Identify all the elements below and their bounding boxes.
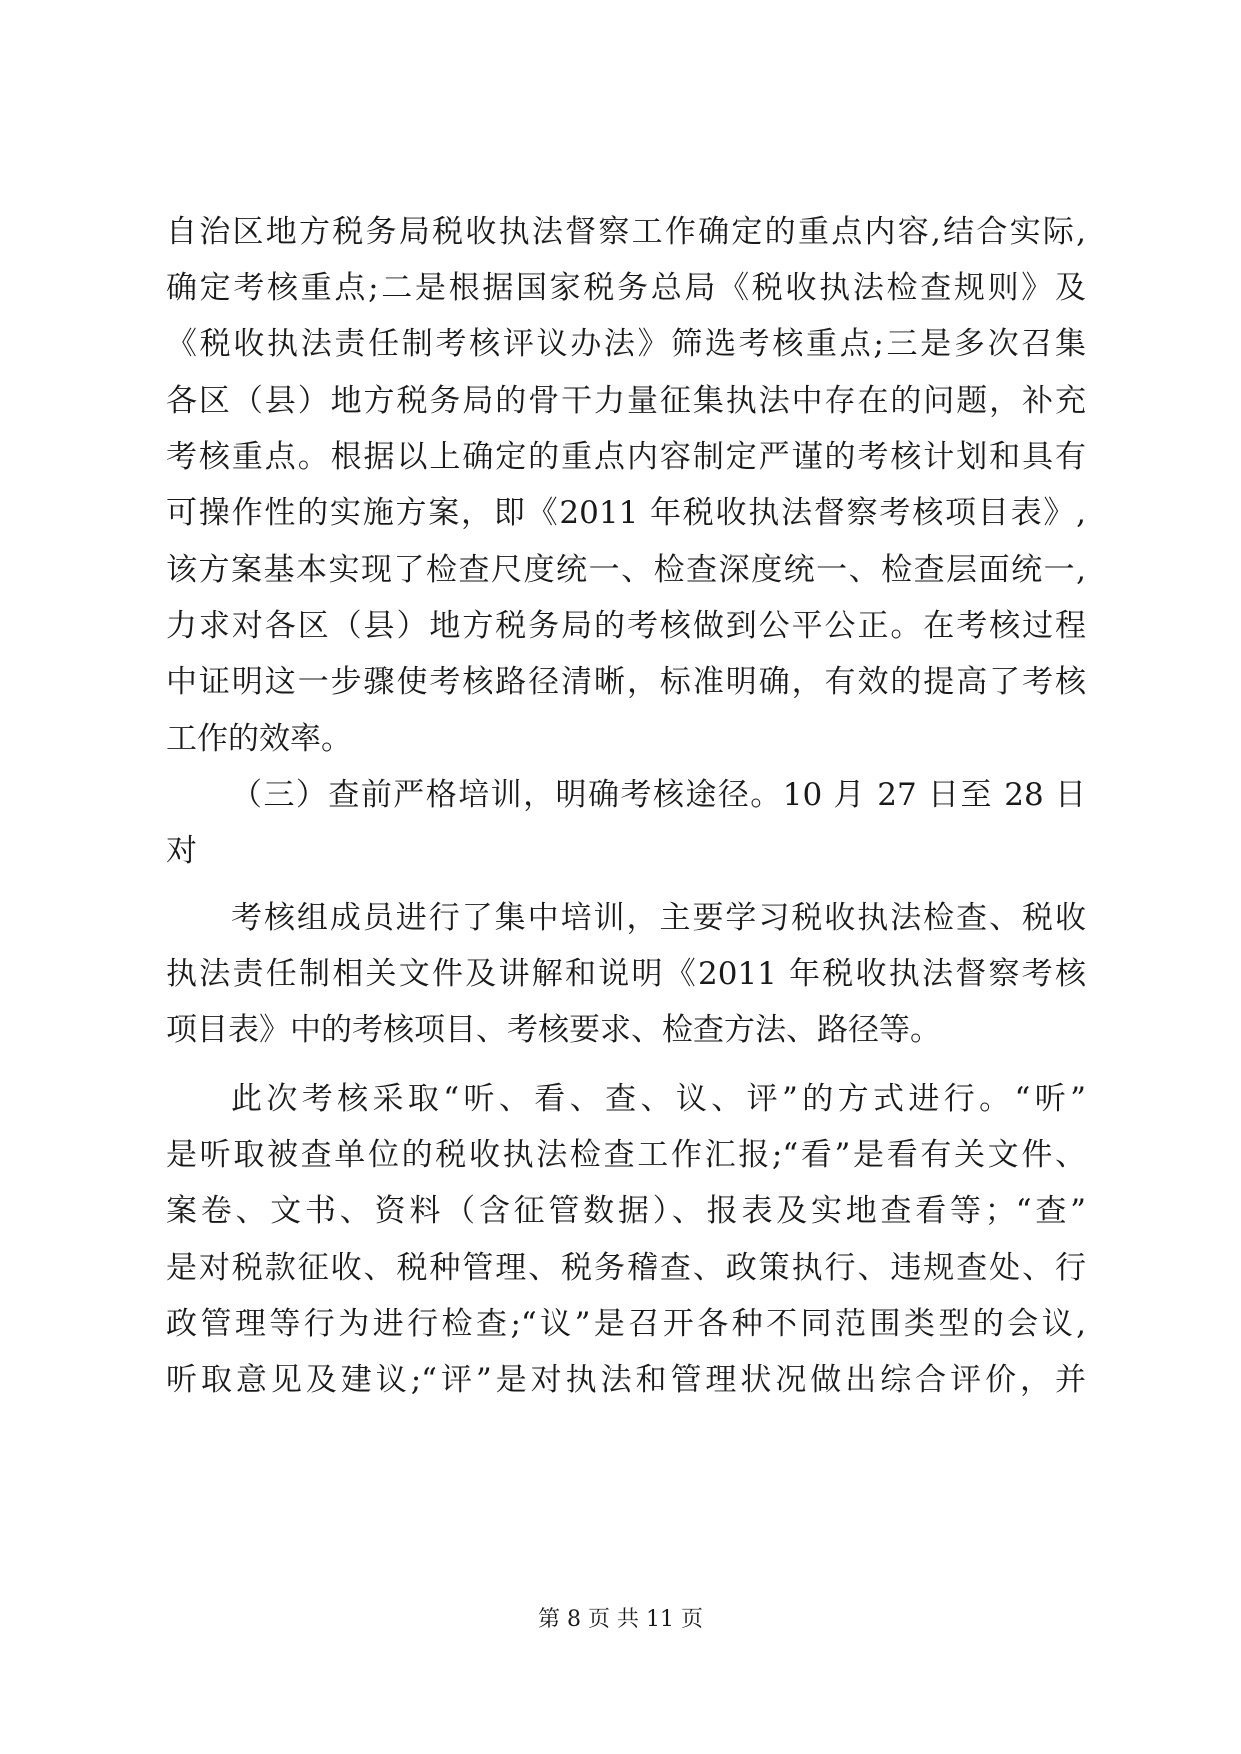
body-line: 中证明这一步骤使考核路径清晰，标准明确，有效的提高了考核 [166, 664, 1086, 700]
body-line: 执法责任制相关文件及讲解和说明《2011 年税收执法督察考核 [166, 956, 1086, 992]
body-line: 案卷、文书、资料（含征管数据）、报表及实地查看等；“查” [166, 1193, 1086, 1229]
body-line: 听取意见及建议;“评”是对执法和管理状况做出综合评价，并 [166, 1362, 1086, 1398]
body-line: 力求对各区（县）地方税务局的考核做到公平公正。在考核过程 [166, 608, 1086, 644]
body-line: 考核重点。根据以上确定的重点内容制定严谨的考核计划和具有 [166, 439, 1086, 475]
section-heading-line: （三）查前严格培训，明确考核途径。10 月 27 日至 28 日 [231, 777, 1086, 813]
body-line: 项目表》中的考核项目、考核要求、检查方法、路径等。 [166, 1012, 941, 1048]
body-line: 是听取被查单位的税收执法检查工作汇报;“看”是看有关文件、 [166, 1137, 1086, 1173]
body-line: 该方案基本实现了检查尺度统一、检查深度统一、检查层面统一, [166, 552, 1086, 588]
body-line: 确定考核重点;二是根据国家税务总局《税收执法检查规则》及 [166, 270, 1086, 306]
body-line: 《税收执法责任制考核评议办法》筛选考核重点;三是多次召集 [166, 326, 1086, 362]
body-line: 政管理等行为进行检查;“议”是召开各种不同范围类型的会议, [166, 1306, 1086, 1342]
body-line: 工作的效率。 [166, 721, 352, 757]
body-line: 可操作性的实施方案，即《2011 年税收执法督察考核项目表》, [166, 495, 1086, 531]
page-number-footer: 第 8 页 共 11 页 [538, 1607, 703, 1632]
body-line: 对 [166, 833, 197, 869]
paragraph-first-line: 此次考核采取“听、看、查、议、评”的方式进行。“听” [231, 1081, 1086, 1117]
body-line: 各区（县）地方税务局的骨干力量征集执法中存在的问题，补充 [166, 383, 1086, 419]
body-line: 自治区地方税务局税收执法督察工作确定的重点内容,结合实际, [166, 214, 1086, 250]
paragraph-first-line: 考核组成员进行了集中培训，主要学习税收执法检查、税收 [231, 900, 1086, 936]
body-line: 是对税款征收、税种管理、税务稽查、政策执行、违规查处、行 [166, 1250, 1086, 1286]
